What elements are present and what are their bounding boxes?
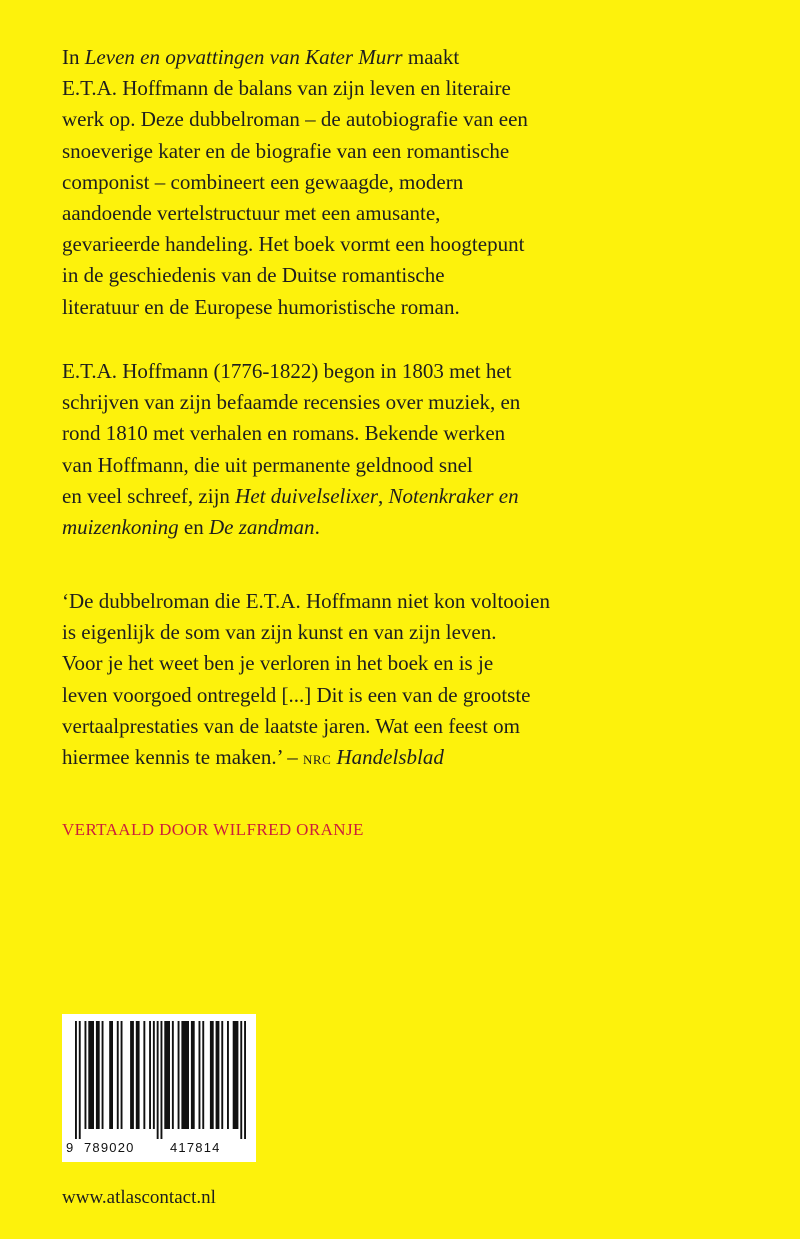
barcode-bar <box>75 1021 77 1139</box>
barcode-bar <box>227 1021 229 1129</box>
quote-line: leven voorgoed ontregeld [...] Dit is een van de grootste <box>62 682 531 707</box>
blurb-line: componist – combineert een gewaagde, modern <box>62 169 464 194</box>
quote-line: Voor je het weet ben je verloren in het boek en is je <box>62 651 494 676</box>
quote-line: hiermee kennis te maken.’ – NRC Handelsblad <box>62 745 444 770</box>
quote-line: is eigenlijk de som van zijn kunst en van zijn leven. <box>62 620 497 645</box>
barcode-bar <box>181 1021 189 1129</box>
barcode-bar <box>172 1021 174 1129</box>
work-title: Het duivelselixer <box>235 483 379 508</box>
blurb-line: E.T.A. Hoffmann de balans van zijn leven en literaire <box>62 76 511 101</box>
barcode-bar <box>210 1021 214 1129</box>
isbn-first-digit: 9 <box>66 1140 75 1155</box>
quote-line: ‘De dubbelroman die E.T.A. Hoffmann niet kon voltooien <box>62 589 550 613</box>
blurb-line: aandoende vertelstructuur met een amusante, <box>62 201 441 226</box>
barcode-bar <box>199 1021 201 1129</box>
barcode-bar <box>136 1021 140 1129</box>
author-bio-paragraph <box>62 356 762 543</box>
translator-credit: VERTAALD DOOR WILFRED ORANJE <box>62 820 364 839</box>
barcode-bar <box>157 1021 159 1139</box>
barcode-bar <box>164 1021 170 1129</box>
blurb-line: In Leven en opvattingen van Kater Murr maakt <box>62 45 460 69</box>
bio-line: van Hoffmann, die uit permanente geldnood snel <box>62 452 473 477</box>
work-title: De zandman <box>208 515 315 540</box>
bio-line: schrijven van zijn befaamde recensies over muziek, en <box>62 390 521 415</box>
blurb-line: in de geschiedenis van de Duitse romantische <box>62 263 445 288</box>
quote-line: vertaalprestaties van de laatste jaren. Wat een feest om <box>62 713 520 738</box>
barcode-bar <box>96 1021 100 1129</box>
barcode-bar <box>79 1021 81 1139</box>
quote-source: Handelsblad <box>336 745 444 770</box>
barcode-bar <box>109 1021 113 1129</box>
barcode-bar <box>178 1021 180 1129</box>
isbn-number <box>66 1140 254 1155</box>
work-title: muizenkoning <box>62 515 179 540</box>
work-title: Notenkraker en <box>388 483 519 508</box>
barcode-bar <box>202 1021 204 1129</box>
blurb-paragraph <box>62 42 762 323</box>
bio-line: E.T.A. Hoffmann (1776-1822) begon in 1803 met het <box>62 359 512 383</box>
barcode-bar <box>85 1021 87 1129</box>
barcode-bar <box>149 1021 151 1129</box>
bio-line: muizenkoning en De zandman. <box>62 515 320 540</box>
bio-line: rond 1810 met verhalen en romans. Bekende werken <box>62 421 506 446</box>
barcode-bar <box>130 1021 134 1129</box>
barcode-bar <box>191 1021 195 1129</box>
barcode-bar <box>88 1021 94 1129</box>
barcode-bar <box>143 1021 145 1129</box>
barcode-bar <box>244 1021 246 1139</box>
bio-line: en veel schreef, zijn Het duivelselixer, Notenkraker en <box>62 483 519 508</box>
barcode-bar <box>233 1021 239 1129</box>
barcode-bar <box>240 1021 242 1139</box>
barcode-bar <box>221 1021 223 1129</box>
blurb-line: snoeverige kater en de biografie van een romantische <box>62 138 510 163</box>
blurb-line: gevarieerde handeling. Het boek vormt een hoogtepunt <box>62 232 525 257</box>
barcode-bar <box>216 1021 220 1129</box>
quote-source-prefix: NRC <box>303 752 332 768</box>
barcode-bar <box>153 1021 155 1129</box>
barcode-bar <box>121 1021 123 1129</box>
barcode-bars <box>67 1021 251 1139</box>
isbn-right-group: 417814 <box>170 1140 221 1155</box>
book-title: Leven en opvattingen van Kater Murr <box>84 45 403 69</box>
blurb-line: literatuur en de Europese humoristische roman. <box>62 294 460 319</box>
barcode-bar <box>117 1021 119 1129</box>
publisher-url[interactable]: www.atlascontact.nl <box>62 1187 216 1208</box>
isbn-barcode <box>62 1014 256 1162</box>
barcode-bar <box>102 1021 104 1129</box>
review-quote <box>62 586 762 775</box>
blurb-line: werk op. Deze dubbelroman – de autobiografie van een <box>62 107 528 132</box>
isbn-left-group: 789020 <box>84 1140 135 1155</box>
barcode-bar <box>161 1021 163 1139</box>
